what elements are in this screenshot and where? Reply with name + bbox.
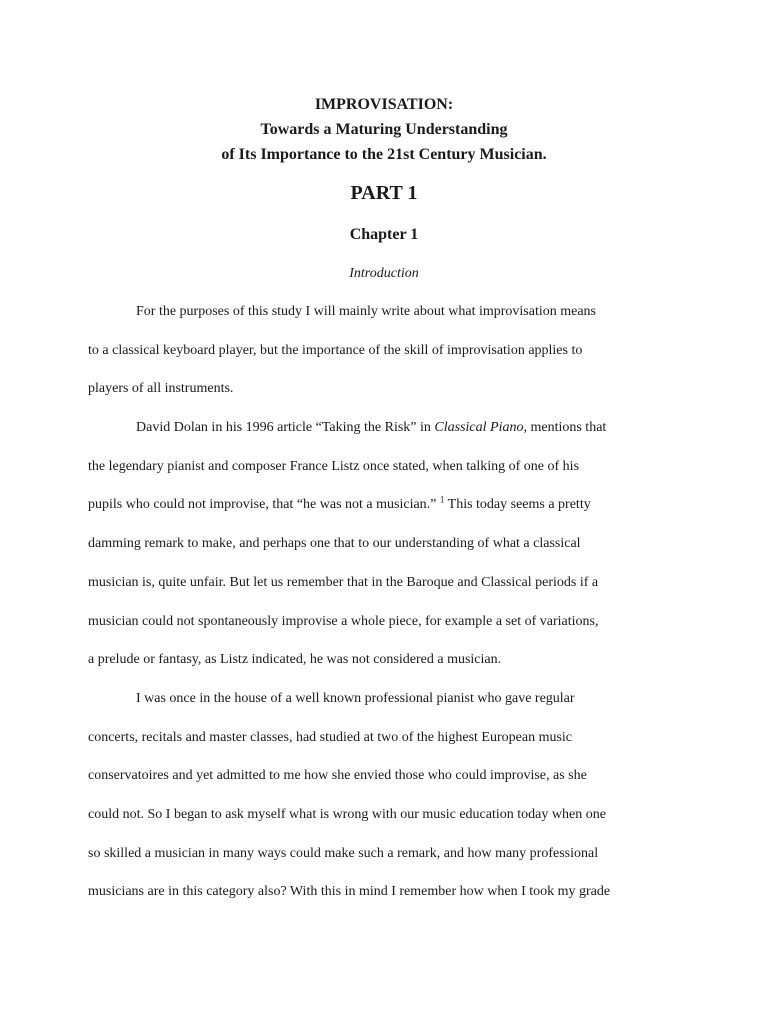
paragraph-2-line-3 (88, 495, 648, 534)
paragraph-2-line-3-after: This today seems a pretty (444, 497, 591, 513)
paragraph-2-line-2: the legendary pianist and composer France Listz once stated, when talking of one of his (88, 458, 580, 474)
title-line-1: IMPROVISATION: (314, 96, 454, 113)
body-text (88, 302, 648, 921)
part-heading: PART 1 (350, 182, 418, 204)
document-title (0, 92, 768, 167)
paragraph-1-line-3: players of all instruments. (88, 381, 234, 397)
paragraph-2-line-7: a prelude or fantasy, as Listz indicated, he was not considered a musician. (88, 652, 502, 668)
paragraph-3-line-2: concerts, recitals and master classes, had studied at two of the highest European music (88, 729, 573, 745)
paragraph-3-line-6: musicians are in this category also? With this in mind I remember how when I took my grade (88, 884, 611, 900)
section-heading: Introduction (349, 266, 419, 281)
paragraph-3-line-4: could not. So I began to ask myself what is wrong with our music education today when one (88, 806, 606, 822)
title-line-3: of Its Importance to the 21st Century Musician. (221, 146, 547, 163)
journal-title: Classical Piano, (434, 420, 527, 436)
title-line-2: Towards a Maturing Understanding (260, 121, 508, 138)
footnote-marker[interactable]: 1 (439, 494, 445, 505)
paragraph-3-line-5: so skilled a musician in many ways could make such a remark, and how many professional (88, 845, 599, 861)
paragraph-1-line-2: to a classical keyboard player, but the importance of the skill of improvisation applies to (88, 342, 583, 358)
chapter-heading: Chapter 1 (349, 226, 419, 243)
paragraph-2-line-1-before: David Dolan in his 1996 article “Taking the Risk” in (136, 420, 435, 436)
paragraph-2-line-4: damming remark to make, and perhaps one that to our understanding of what a classical (88, 536, 581, 552)
paragraph-3-line-3: conservatoires and yet admitted to me how she envied those who could improvise, as she (88, 768, 587, 784)
paragraph-2-line-1 (88, 418, 648, 457)
paragraph-2-line-3-before: pupils who could not improvise, that “he was not a musician.” (88, 497, 440, 513)
paragraph-3-line-1: I was once in the house of a well known professional pianist who gave regular (136, 690, 575, 706)
paragraph-1-line-1: For the purposes of this study I will mainly write about what improvisation means (136, 304, 596, 319)
paragraph-2-line-5: musician is, quite unfair. But let us remember that in the Baroque and Classical periods if a (88, 574, 599, 590)
paragraph-2-line-6: musician could not spontaneously improvise a whole piece, for example a set of variations, (88, 613, 599, 629)
paragraph-2-line-1-after: mentions that (526, 420, 607, 436)
